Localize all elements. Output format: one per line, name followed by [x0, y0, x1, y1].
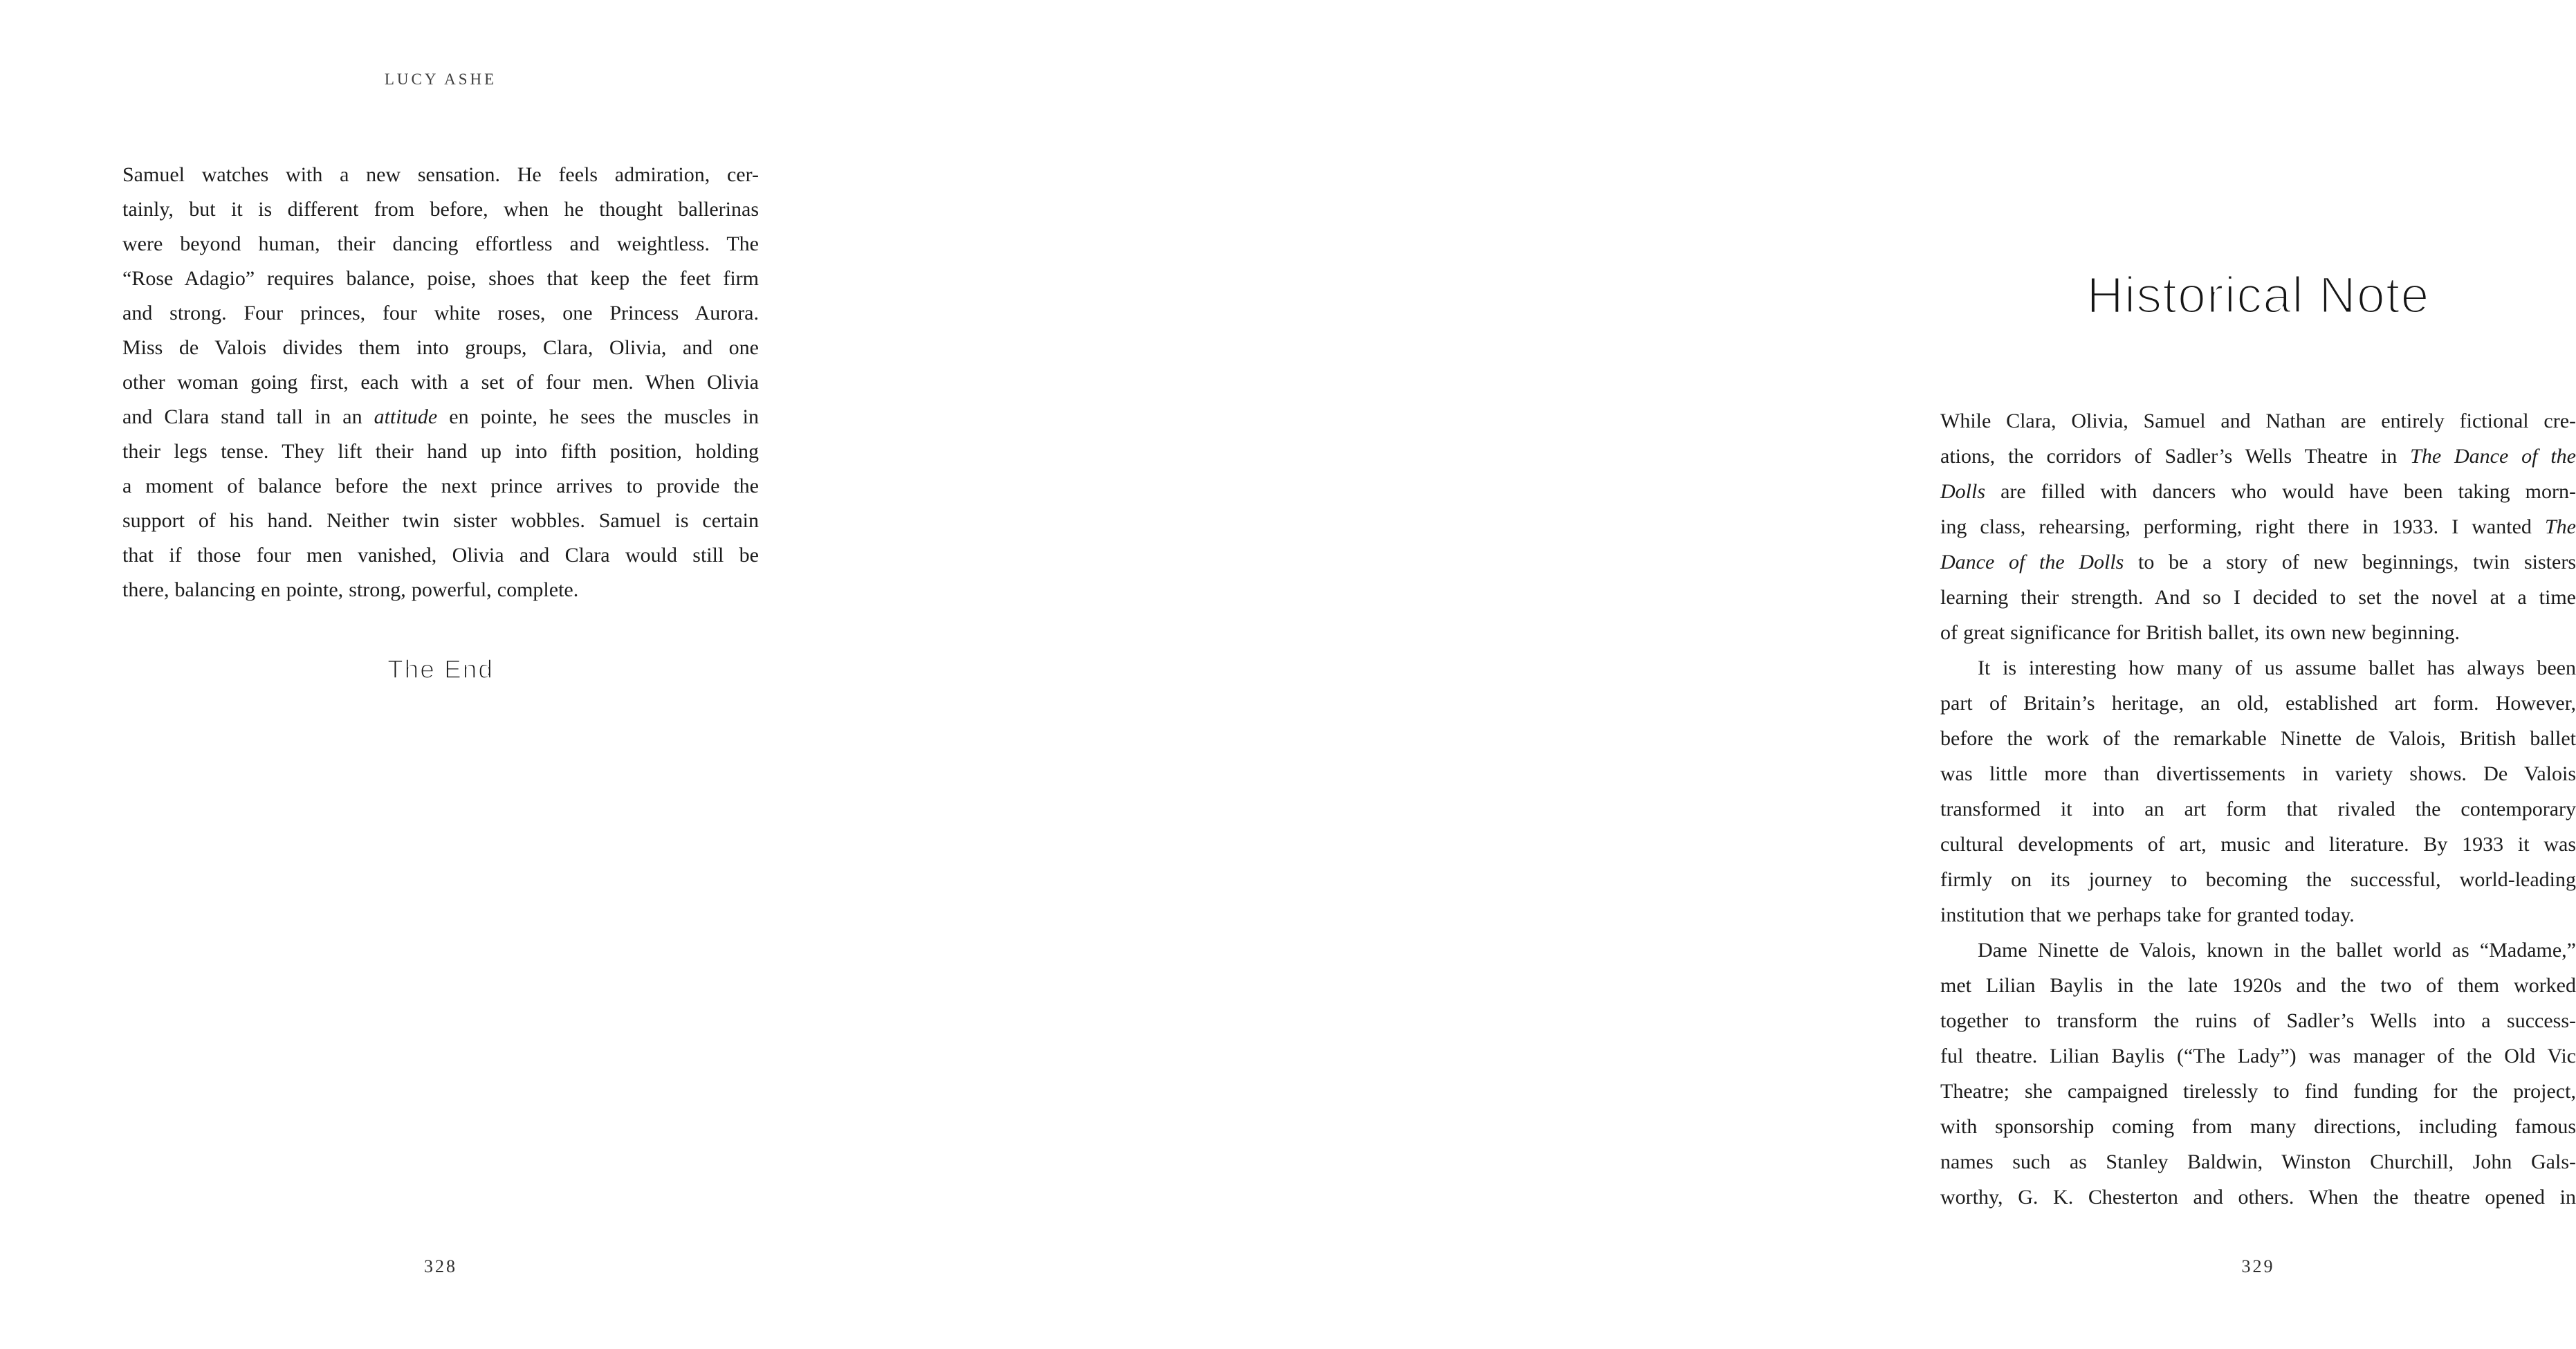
left-page-body-text — [122, 158, 759, 607]
text-line: Theatre; she campaigned tirelessly to find funding for the project, — [1940, 1080, 2576, 1103]
text-line: tainly, but it is different from before, when he thought ballerinas — [122, 198, 759, 221]
text-line: cultural developments of art, music and literature. By 1933 it was — [1940, 833, 2576, 856]
text-line: “Rose Adagio” requires balance, poise, shoes that keep the feet firm — [122, 267, 759, 290]
page-left — [0, 0, 899, 1349]
the-end-heading: The End — [387, 655, 494, 683]
text-line: Samuel watches with a new sensation. He feels admiration, cer- — [122, 163, 759, 186]
text-line: met Lilian Baylis in the late 1920s and the two of them worked — [1940, 974, 2576, 997]
running-header-author: LUCY ASHE — [384, 71, 497, 88]
text-line: ful theatre. Lilian Baylis (“The Lady”) was manager of the Old Vic — [1940, 1045, 2576, 1067]
text-line: there, balancing en pointe, strong, powerful, complete. — [122, 578, 579, 601]
text-line: that if those four men vanished, Olivia and Clara would still be — [122, 544, 759, 567]
text-line: and Clara stand tall in an attitude en pointe, he sees the muscles in — [122, 405, 759, 428]
text-line: together to transform the ruins of Sadler’s Wells into a success- — [1940, 1009, 2576, 1032]
page-right — [899, 0, 2576, 1349]
text-line: were beyond human, their dancing effortless and weightless. The — [122, 232, 759, 255]
text-line: before the work of the remarkable Ninette de Valois, British ballet — [1940, 727, 2576, 750]
text-line: a moment of balance before the next prince arrives to provide the — [122, 475, 759, 497]
text-line: It is interesting how many of us assume ballet has always been — [1978, 657, 2576, 679]
text-line: Miss de Valois divides them into groups, Clara, Olivia, and one — [122, 336, 759, 359]
text-line: Dolls are filled with dancers who would have been taking morn- — [1940, 480, 2576, 503]
text-line: worthy, G. K. Chesterton and others. When the theatre opened in — [1940, 1186, 2576, 1209]
text-line: was little more than divertissements in variety shows. De Valois — [1940, 762, 2576, 785]
page-number-left: 328 — [424, 1256, 457, 1276]
text-line: of great significance for British ballet, its own new beginning. — [1940, 621, 2460, 644]
text-line: their legs tense. They lift their hand up into fifth position, holding — [122, 440, 759, 463]
text-line: learning their strength. And so I decided to set the novel at a time — [1940, 586, 2576, 609]
text-line: institution that we perhaps take for granted today. — [1940, 903, 2355, 926]
right-page-body-text — [1940, 403, 2576, 1215]
page-number-right: 329 — [2241, 1256, 2275, 1276]
text-line: and strong. Four princes, four white roses, one Princess Aurora. — [122, 302, 759, 324]
text-line: transformed it into an art form that rivaled the contemporary — [1940, 798, 2576, 820]
text-line: with sponsorship coming from many directions, including famous — [1940, 1115, 2576, 1138]
text-line: ations, the corridors of Sadler’s Wells Theatre in The Dance of the — [1940, 445, 2576, 468]
chapter-title: Historical Note — [2086, 266, 2430, 324]
text-line: Dame Ninette de Valois, known in the ballet world as “Madame,” — [1978, 939, 2576, 962]
text-line: support of his hand. Neither twin sister wobbles. Samuel is certain — [122, 509, 759, 532]
text-line: Dance of the Dolls to be a story of new beginnings, twin sisters — [1940, 551, 2576, 573]
text-line: other woman going first, each with a set of four men. When Olivia — [122, 371, 759, 394]
text-line: ing class, rehearsing, performing, right there in 1933. I wanted The — [1940, 515, 2576, 538]
text-line: firmly on its journey to becoming the successful, world-leading — [1940, 868, 2576, 891]
text-line: names such as Stanley Baldwin, Winston Churchill, John Gals- — [1940, 1150, 2576, 1173]
text-line: While Clara, Olivia, Samuel and Nathan are entirely fictional cre- — [1940, 410, 2576, 432]
text-line: part of Britain’s heritage, an old, established art form. However, — [1940, 692, 2576, 715]
